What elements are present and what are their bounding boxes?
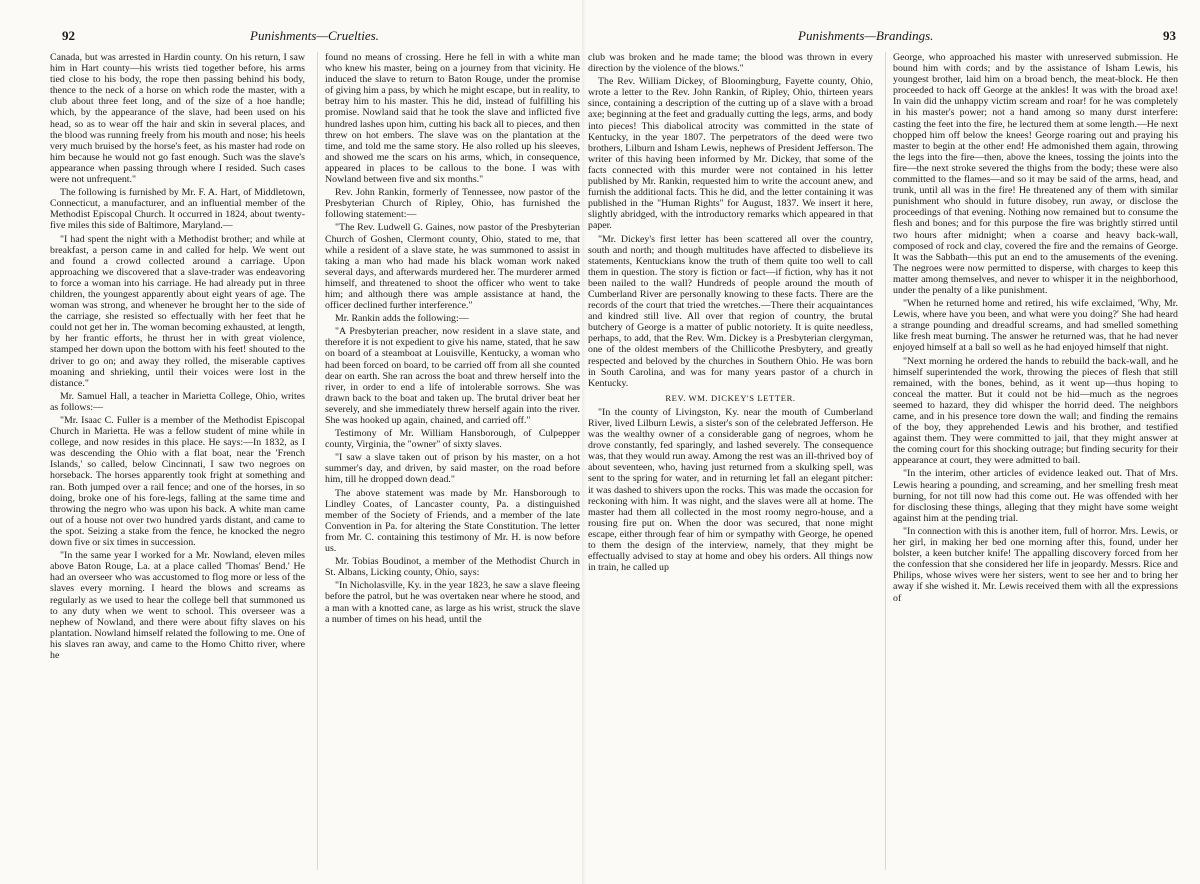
paragraph: Mr. Samuel Hall, a teacher in Marietta College, Ohio, writes as follows:—	[50, 390, 305, 413]
paragraph: Canada, but was arrested in Hardin county. On his return, I saw him in Hart county—his wrists tied together before, his arms tied close to his body, the rope then passing behind his body, thence to the neck of a horse on which rode the master, with a club about three feet long, and of the size of a hoe handle; which, by the appearance of the slave, had been used on his head, so as to wear off the hair and skin in several places, and the blood was running freely from his mouth and nose; his heels very much bruised by the horse's feet, as his master had rode on him because he would not go fast enough. Such was the slave's appearance when passing through where I resided. Such cases were not unfrequent."	[50, 52, 305, 186]
right-running-head	[588, 28, 1178, 46]
left-column-2	[317, 52, 580, 870]
right-column-2	[885, 52, 1178, 870]
right-column-1	[588, 52, 873, 870]
paragraph: "Mr. Dickey's first letter has been scattered all over the country, south and north; and though multitudes have affected to disbelieve its statements, Kentuckians know the truth of them quite too well to call them in question. The story is fiction or fact—if fiction, why has it not been nailed to the wall? Hundreds of people around the mouth of Cumberland River are personally knowing to these facts. There are the records of the court that tried the wretches.—There their acquaintances and kindred still live. All over that region of country, the brutal butchery of George is a matter of public notoriety. It is quite needless, perhaps, to add, that the Rev. Wm. Dickey is a Presbyterian clergyman, one of the oldest members of the Chillicothe Presbytery, and greatly respected and beloved by the churches in Southern Ohio. He was born in South Carolina, and was for many years pastor of a church in Kentucky.	[588, 233, 873, 389]
right-page	[588, 0, 1178, 884]
paragraph: "In the same year I worked for a Mr. Nowland, eleven miles above Baton Rouge, La. at a place called 'Thomas' Bend.' He had an overseer who was accustomed to flog more or less of the slaves every morning. I heard the blows and screams as regularly as we used to hear the college bell that summoned us to any duty when we went to school. This overseer was a nephew of Nowland, and there were about fifty slaves on his plantation. Nowland himself related the following to me. One of his slaves ran away, and came to the Homo Chitto river, where he	[50, 550, 305, 661]
paragraph: "In the county of Livingston, Ky. near the mouth of Cumberland River, lived Lilburn Lewis, a sister's son of the celebrated Jefferson. He was the wealthy owner of a considerable gang of negroes, whom he drove constantly, fed sparingly, and lashed severely. The consequence was, that they would run away. Among the rest was an ill-thrived boy of about seventeen, who, having just returned from a skulking spell, was sent to the spring for water, and in returning let fall an elegant pitcher: it was dashed to shivers upon the rocks. This was made the occasion for reckoning with him. It was night, and the slaves were all at home. The master had them all collected in the most roomy negro-house, and a rousing fire put on. When the door was secured, that none might escape, either through fear of him or sympathy with George, he opened to them the design of the interview, namely, that they might be effectually advised to stay at home and obey his orders. All things now in train, he called up	[588, 406, 873, 574]
letter-heading: REV. WM. DICKEY'S LETTER.	[665, 392, 796, 403]
paragraph: club was broken and he made tame; the blood was thrown in every direction by the violence of the blows."	[588, 52, 873, 75]
paragraph: Rev. John Rankin, formerly of Tennessee, now pastor of the Presbyterian Church of Ripley, Ohio, has furnished the following statement:—	[325, 187, 580, 221]
paragraph: "I saw a slave taken out of prison by his master, on a hot summer's day, and driven, by said master, on the road before him, till he dropped down dead."	[325, 452, 580, 486]
paragraph: Mr. Rankin adds the following:—	[335, 313, 469, 325]
paragraph: George, who approached his master with unreserved submission. He bound him with cords; and by the assistance of Isham Lewis, his youngest brother, laid him on a broad bench, the meat-block. He then proceeded to hack off George at the ankles! It was with the broad axe! In vain did the unhappy victim scream and roar! for he was completely in his master's power; not a hand among so many durst interfere: casting the feet into the fire, he lectured them at some length.—He next chopped him off below the knees! George roaring out and praying his master to begin at the other end! He admonished them again, throwing the legs into the fire—then, above the knees, tossing the joints into the fire—the next stroke severed the thighs from the body; these were also committed to the flames—and so it may be said of the arms, head, and trunk, until all was in the fire! He threatened any of them with similar punishment who should in future disobey, run away, or disclose the proceedings of that evening. Nothing now remained but to consume the flesh and bones; and for this purpose the fire was brightly stirred until two hours after midnight; when a coarse and heavy back-wall, composed of rock and clay, covered the fire and the remains of George. It was the Sabbath—this put an end to the amusements of the evening. The negroes were now permitted to disperse, with charges to keep this matter among themselves, and never to whisper it in the neighborhood, under the penalty of a like punishment.	[893, 52, 1178, 296]
paragraph: The above statement was made by Mr. Hansborough to Lindley Coates, of Lancaster county, Pa. a distinguished member of the Society of Friends, and a member of the late Convention in Pa. for altering the State Constitution. The letter from Mr. C. containing this testimony of Mr. H. is now before us.	[325, 487, 580, 555]
paragraph: "I had spent the night with a Methodist brother; and while at breakfast, a person came in and called for help. We went out and found a crowd collected around a carriage. Upon approaching we discovered that a slave-trader was endeavoring to force a woman into his carriage. He had already put in three children, the youngest apparently about eight years of age. The woman was strong, and whenever he brought her to the side of the carriage, she resisted so effectually with her feet that he could not get her in. The woman becoming exhausted, at length, by her frantic efforts, he thrust her in with great violence, stamped her down upon the bottom with his feet! shouted to the driver to go on; and away they rolled, the miserable captives moaning and shrieking, until their voices were lost in the distance."	[50, 233, 305, 389]
paragraph: "A Presbyterian preacher, now resident in a slave state, and therefore it is not expedient to give his name, stated, that he saw on board of a steamboat at Louisville, Kentucky, a woman who had been forced on board, to be carried off from all she counted dear on earth. She ran across the boat and threw herself into the river, in order to end a life of intolerable sorrows. She was drawn back to the boat and taken up. The brutal driver beat her severely, and she immediately threw herself again into the river. She was hooked up again, chained, and carried off."	[325, 326, 580, 426]
paragraph: "Next morning he ordered the hands to rebuild the back-wall, and he himself superintended the work, throwing the pieces of flesh that still remained, with the bones, behind, as it went up—thus hoping to conceal the matter. But it could not be hid—much as the negroes seemed to hazard, they did whisper the horrid deed. The neighbors came, and in his presence tore down the wall; and finding the remains of the boy, they apprehended Lewis and his brother, and testified against them. They were committed to jail, that they might answer at the coming court for this shocking outrage; but finding security for their appearance at court, they were admitted to bail.	[893, 355, 1178, 467]
right-running-title: Punishments—Brandings.	[798, 28, 934, 43]
left-page-number: 92	[62, 28, 75, 43]
left-running-head	[50, 28, 580, 46]
paragraph: "In the interim, other articles of evidence leaked out. That of Mrs. Lewis hearing a pounding, and screaming, and her smelling fresh meat burning, for not till now had this come out. He was offended with her for disclosing these things, alleging that they might have some weight against him at the pending trial.	[893, 468, 1178, 524]
left-columns	[50, 52, 580, 870]
paragraph: found no means of crossing. Here he fell in with a white man who knew his master, being on a journey from that vicinity. He induced the slave to return to Baton Rouge, under the promise of giving him a pass, by which he might escape, but in reality, to betray him to his master. This he did, instead of fulfilling his promise. Nowland said that he took the slave and inflicted five hundred lashes upon him, cutting his back all to pieces, and then threw on hot embers. The slave was on the plantation at the time, and told me the same story. He also rolled up his sleeves, and showed me the scars on his arms, which, in consequence, appeared in places to be callous to the bone. I was with Nowland between five and six months."	[325, 52, 580, 186]
right-page-number: 93	[1163, 28, 1176, 43]
left-column-1	[50, 52, 305, 870]
paragraph: The following is furnished by Mr. F. A. Hart, of Middletown, Connecticut, a manufacturer, and an influential member of the Methodist Episcopal Church. It occurred in 1824, about twenty-five miles this side of Baltimore, Maryland.—	[50, 187, 305, 232]
paragraph: Mr. Tobias Boudinot, a member of the Methodist Church in St. Albans, Licking county, Ohio, says:	[325, 556, 580, 579]
paragraph: "When he returned home and retired, his wife exclaimed, 'Why, Mr. Lewis, where have you been, and what were you doing?' She had heard a strange pounding and dreadful screams, and had smelled something like fresh meat burning. The answer he returned was, that he had never enjoyed himself at a ball so well as he had enjoyed himself that night.	[893, 298, 1178, 354]
paragraph: "In Nicholasville, Ky. in the year 1823, he saw a slave fleeing before the patrol, but he was overtaken near where he stood, and a man with a knotted cane, as large as his wrist, struck the slave a number of times on his head, until the	[325, 580, 580, 625]
paragraph: "In connection with this is another item, full of horror. Mrs. Lewis, or her girl, in making her bed one morning after this, found, under her bolster, a keen butcher knife! The appalling discovery forced from her the confession that she considered her life in jeopardy. Messrs. Rice and Philips, whose wives were her sisters, went to see her and to bring her away if she wished it. Mr. Lewis received them with all the expressions of	[893, 525, 1178, 604]
paragraph: "The Rev. Ludwell G. Gaines, now pastor of the Presbyterian Church of Goshen, Clermont county, Ohio, stated to me, that while a resident of a slave state, he was summoned to assist in taking a man who had made his black woman work naked several days, and afterwards murdered her. The murderer armed himself, and threatened to shoot the officer who went to take him; and although there was ample assistance at hand, the officer declined further interference."	[325, 222, 580, 312]
left-running-title: Punishments—Cruelties.	[250, 28, 379, 43]
paragraph: The Rev. William Dickey, of Bloomingburg, Fayette county, Ohio, wrote a letter to the Rev. John Rankin, of Ripley, Ohio, thirteen years since, containing a description of the cutting up of a slave with a broad axe; beginning at the feet and gradually cutting the legs, arms, and body into pieces! This diabolical atrocity was committed in the state of Kentucky, in the year 1807. The perpetrators of the deed were two brothers, Lilburn and Isham Lewis, nephews of President Jefferson. The writer of this having been informed by Mr. Dickey, that some of the facts connected with this murder were not contained in his letter published by Mr. Rankin, requested him to write the account anew, and furnish the additional facts. This he did, and the letter containing it was published in the "Human Rights" for August, 1837. We insert it here, slightly abridged, with the introductory remarks which appeared in that paper.	[588, 76, 873, 232]
right-columns	[588, 52, 1178, 870]
left-page	[50, 0, 580, 884]
book-gutter	[582, 0, 586, 884]
paragraph: Testimony of Mr. William Hansborough, of Culpepper county, Virginia, the "owner" of sixty slaves.	[325, 428, 580, 451]
paragraph: "Mr. Isaac C. Fuller is a member of the Methodist Episcopal Church in Marietta. He was a fellow student of mine while in college, and now resides in this place. He says:—In 1832, as I was descending the Ohio with a flat boat, near the 'French Islands,' so called, below Cincinnati, I saw two negroes on horseback. The horses apparently took fright at something and ran. Both jumped over a rail fence; and one of the horses, in so doing, broke one of his fore-legs, falling at the same time and throwing the negro who was upon his back. A white man came out of a house not over two hundred yards distant, and came to the spot. Seizing a stake from the fence, he knocked the negro down five or six times in succession.	[50, 415, 305, 549]
